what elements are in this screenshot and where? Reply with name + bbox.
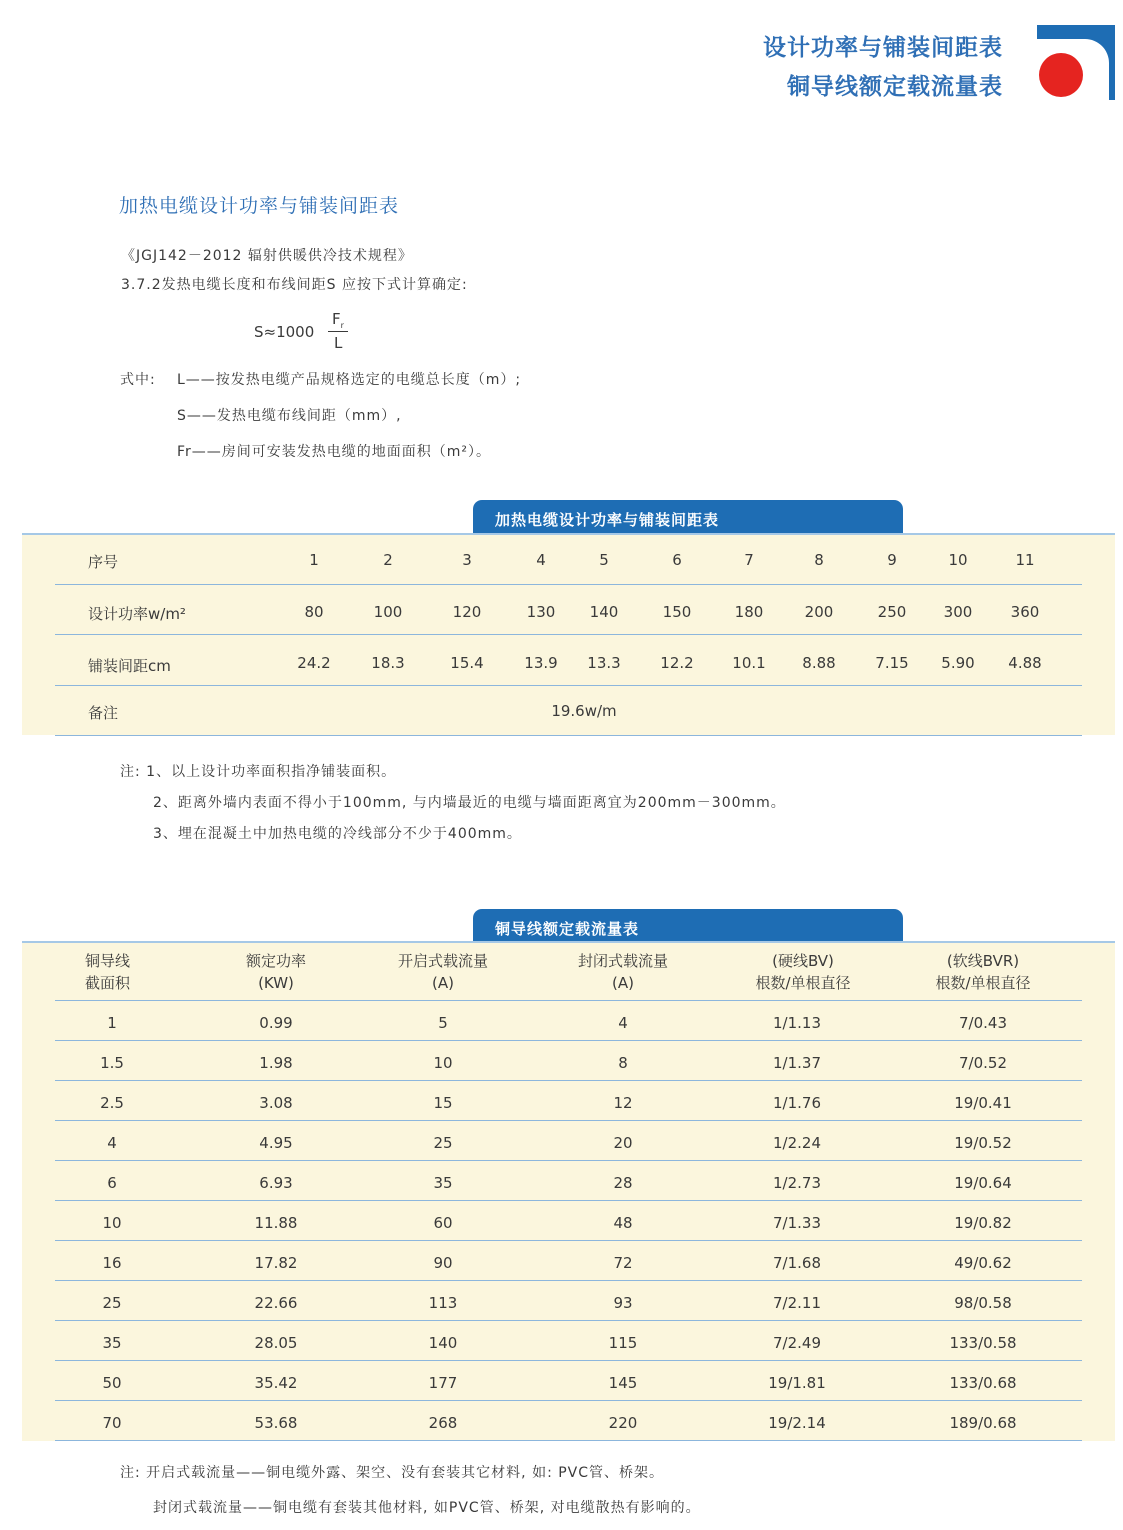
table2-cell: 6.93 bbox=[259, 1174, 293, 1192]
table2-cell: 11.88 bbox=[254, 1214, 298, 1232]
table2-cell: 1.98 bbox=[259, 1054, 293, 1072]
header-closed-current bbox=[578, 950, 668, 994]
header-line2: (A) bbox=[612, 974, 634, 992]
header-rated-power bbox=[246, 950, 306, 994]
table2-cell: 8 bbox=[618, 1054, 628, 1072]
table-row bbox=[55, 1281, 1082, 1321]
table2-cell: 189/0.68 bbox=[949, 1414, 1017, 1432]
table1-cell: 2 bbox=[383, 551, 393, 569]
table1-cell: 6 bbox=[672, 551, 682, 569]
table2-header bbox=[55, 943, 1082, 1001]
header-line2: (A) bbox=[432, 974, 454, 992]
table1-tab: 加热电缆设计功率与铺装间距表 bbox=[473, 500, 903, 534]
table2-cell: 7/0.43 bbox=[959, 1014, 1007, 1032]
table2-cell: 35 bbox=[433, 1174, 453, 1192]
table1-cell: 18.3 bbox=[371, 654, 405, 672]
table1-cell: 120 bbox=[452, 603, 482, 621]
table2-cell: 220 bbox=[608, 1414, 638, 1432]
table2-note-1: 注: 开启式载流量——铜电缆外露、架空、没有套装其它材料, 如: PVC管、桥架。 bbox=[120, 1465, 665, 1481]
table2-cell: 5 bbox=[438, 1014, 448, 1032]
clause-text: 3.7.2发热电缆长度和布线间距S 应按下式计算确定: bbox=[121, 277, 468, 293]
table2-cell: 1/2.24 bbox=[773, 1134, 821, 1152]
table2-cell: 1/1.13 bbox=[773, 1014, 821, 1032]
table1-cell: 100 bbox=[373, 603, 403, 621]
table1-cell: 200 bbox=[804, 603, 834, 621]
table1-cell: 15.4 bbox=[450, 654, 484, 672]
table-row bbox=[55, 1041, 1082, 1081]
definitions-label: 式中: bbox=[120, 372, 156, 388]
table1-cell: 4.88 bbox=[1008, 654, 1042, 672]
formula-numerator-subscript: r bbox=[340, 321, 344, 330]
table2-cell: 7/1.33 bbox=[773, 1214, 821, 1232]
table2-cell: 10 bbox=[102, 1214, 122, 1232]
table2-cell: 2.5 bbox=[100, 1094, 124, 1112]
table2-tab: 铜导线额定载流量表 bbox=[473, 909, 903, 943]
table2-cell: 113 bbox=[428, 1294, 458, 1312]
table2-cell: 19/0.64 bbox=[954, 1174, 1012, 1192]
table2-cell: 268 bbox=[428, 1414, 458, 1432]
table1-note-2: 2、距离外墙内表面不得小于100mm, 与内墙最近的电缆与墙面距离宜为200mm－300mm。 bbox=[153, 795, 786, 811]
table1-cell: 1 bbox=[309, 551, 319, 569]
table2-cell: 35 bbox=[102, 1334, 122, 1352]
table-row bbox=[55, 1001, 1082, 1041]
table2-cell: 25 bbox=[433, 1134, 453, 1152]
header-line2: 截面积 bbox=[85, 974, 131, 992]
table2-cell: 10 bbox=[433, 1054, 453, 1072]
table2-cell: 22.66 bbox=[254, 1294, 298, 1312]
page-title-line1: 设计功率与铺装间距表 bbox=[763, 35, 1003, 61]
table2-cell: 90 bbox=[433, 1254, 453, 1272]
row-label: 设计功率w/m² bbox=[88, 605, 186, 623]
table2-cell: 1/1.37 bbox=[773, 1054, 821, 1072]
table2-cell: 49/0.62 bbox=[954, 1254, 1012, 1272]
row-label: 备注 bbox=[88, 704, 119, 722]
definition-line bbox=[120, 369, 521, 389]
header-cross-section bbox=[85, 950, 130, 994]
header-line2: (KW) bbox=[258, 974, 294, 992]
table-row bbox=[55, 1321, 1082, 1361]
table2-cell: 115 bbox=[608, 1334, 638, 1352]
table1-cell: 250 bbox=[877, 603, 907, 621]
table2-cell: 19/2.14 bbox=[768, 1414, 826, 1432]
table2-cell: 1.5 bbox=[100, 1054, 124, 1072]
formula-numerator-symbol: F bbox=[332, 310, 341, 328]
table1-row-remark bbox=[55, 686, 1082, 736]
header-line1: (软线BVR) bbox=[946, 952, 1020, 970]
table1-cell: 8.88 bbox=[802, 654, 836, 672]
page-title-line2: 铜导线额定载流量表 bbox=[787, 74, 1003, 100]
table2-cell: 133/0.58 bbox=[949, 1334, 1017, 1352]
table-row bbox=[55, 1161, 1082, 1201]
table1-cell: 130 bbox=[526, 603, 556, 621]
table2-cell: 4.95 bbox=[259, 1134, 293, 1152]
table1-cell: 5 bbox=[599, 551, 609, 569]
table2-cell: 19/1.81 bbox=[768, 1374, 826, 1392]
table2-cell: 1/1.76 bbox=[773, 1094, 821, 1112]
table2-cell: 20 bbox=[613, 1134, 633, 1152]
table2-cell: 15 bbox=[433, 1094, 453, 1112]
formula-numerator bbox=[332, 310, 344, 330]
table1-cell: 8 bbox=[814, 551, 824, 569]
table1-cell: 7.15 bbox=[875, 654, 909, 672]
table1-cell: 7 bbox=[744, 551, 754, 569]
table2-cell: 98/0.58 bbox=[954, 1294, 1012, 1312]
table2-cell: 25 bbox=[102, 1294, 122, 1312]
table2-cell: 19/0.52 bbox=[954, 1134, 1012, 1152]
table1-row-power bbox=[55, 585, 1082, 635]
table-row bbox=[55, 1121, 1082, 1161]
table2-cell: 70 bbox=[102, 1414, 122, 1432]
company-logo bbox=[1037, 25, 1115, 100]
definition-l: L——按发热电缆产品规格选定的电缆总长度（m）; bbox=[177, 372, 522, 388]
row-label: 铺装间距cm bbox=[88, 657, 171, 675]
table1-cell: 10 bbox=[948, 551, 968, 569]
table2-cell: 6 bbox=[107, 1174, 117, 1192]
table2-cell: 12 bbox=[613, 1094, 633, 1112]
table2-cell: 140 bbox=[428, 1334, 458, 1352]
table2-cell: 35.42 bbox=[254, 1374, 298, 1392]
header-line1: 封闭式载流量 bbox=[577, 952, 669, 970]
header-line1: 额定功率 bbox=[245, 952, 307, 970]
formula-fraction-bar bbox=[328, 331, 348, 332]
section-title: 加热电缆设计功率与铺装间距表 bbox=[119, 195, 400, 217]
header-line2: 根数/单根直径 bbox=[755, 974, 851, 992]
table2-cell: 7/2.11 bbox=[773, 1294, 821, 1312]
table1-cell: 13.9 bbox=[524, 654, 558, 672]
table2-cell: 93 bbox=[613, 1294, 633, 1312]
table2-cell: 28.05 bbox=[254, 1334, 298, 1352]
table2-cell: 1/2.73 bbox=[773, 1174, 821, 1192]
table1-note-3: 3、埋在混凝土中加热电缆的冷线部分不少于400mm。 bbox=[153, 826, 522, 842]
table2-cell: 0.99 bbox=[259, 1014, 293, 1032]
table1-cell: 4 bbox=[536, 551, 546, 569]
row-label: 序号 bbox=[88, 553, 119, 571]
header-line2: 根数/单根直径 bbox=[935, 974, 1031, 992]
formula-denominator: L bbox=[334, 334, 343, 352]
remark-value: 19.6w/m bbox=[551, 702, 617, 720]
table2-cell: 19/0.41 bbox=[954, 1094, 1012, 1112]
formula-lhs: S≈1000 bbox=[254, 323, 315, 341]
table2-cell: 60 bbox=[433, 1214, 453, 1232]
table2-note-2: 封闭式载流量——铜电缆有套装其他材料, 如PVC管、桥架, 对电缆散热有影响的。 bbox=[153, 1500, 701, 1516]
table-row bbox=[55, 1401, 1082, 1441]
table1-cell: 5.90 bbox=[941, 654, 975, 672]
table2-cell: 72 bbox=[613, 1254, 633, 1272]
table2-cell: 7/2.49 bbox=[773, 1334, 821, 1352]
table1-cell: 13.3 bbox=[587, 654, 621, 672]
table2-cell: 145 bbox=[608, 1374, 638, 1392]
definition-fr: Fr——房间可安装发热电缆的地面面积（m²）。 bbox=[177, 444, 492, 460]
table1-cell: 9 bbox=[887, 551, 897, 569]
table2-cell: 17.82 bbox=[254, 1254, 298, 1272]
header-line1: 铜导线 bbox=[85, 952, 131, 970]
table1-cell: 11 bbox=[1015, 551, 1035, 569]
table1-row-spacing bbox=[55, 635, 1082, 686]
definition-s: S——发热电缆布线间距（mm）, bbox=[177, 408, 402, 424]
table1-cell: 3 bbox=[462, 551, 472, 569]
table1-cell: 12.2 bbox=[660, 654, 694, 672]
table1-cell: 180 bbox=[734, 603, 764, 621]
table-row bbox=[55, 1201, 1082, 1241]
header-bvr bbox=[935, 950, 1030, 994]
table2-cell: 50 bbox=[102, 1374, 122, 1392]
table1-cell: 80 bbox=[304, 603, 324, 621]
table1-row-index bbox=[55, 533, 1082, 585]
header-open-current bbox=[398, 950, 488, 994]
table2-cell: 177 bbox=[428, 1374, 458, 1392]
table2-cell: 53.68 bbox=[254, 1414, 298, 1432]
table-row bbox=[55, 1241, 1082, 1281]
table2-cell: 1 bbox=[107, 1014, 117, 1032]
table-row bbox=[55, 1081, 1082, 1121]
table2-cell: 3.08 bbox=[259, 1094, 293, 1112]
table2-cell: 16 bbox=[102, 1254, 122, 1272]
table2-cell: 19/0.82 bbox=[954, 1214, 1012, 1232]
table1-cell: 140 bbox=[589, 603, 619, 621]
table1-note-1: 注: 1、以上设计功率面积指净铺装面积。 bbox=[120, 764, 397, 780]
table2-cell: 28 bbox=[613, 1174, 633, 1192]
table1-cell: 150 bbox=[662, 603, 692, 621]
table-row bbox=[55, 1361, 1082, 1401]
table2-cell: 7/1.68 bbox=[773, 1254, 821, 1272]
header-line1: (硬线BV) bbox=[772, 952, 834, 970]
table1-cell: 300 bbox=[943, 603, 973, 621]
header-bv bbox=[755, 950, 850, 994]
table2-cell: 133/0.68 bbox=[949, 1374, 1017, 1392]
table1-cell: 10.1 bbox=[732, 654, 766, 672]
header-line1: 开启式载流量 bbox=[397, 952, 489, 970]
table2-cell: 48 bbox=[613, 1214, 633, 1232]
table2-cell: 4 bbox=[618, 1014, 628, 1032]
table2-cell: 4 bbox=[107, 1134, 117, 1152]
table1-cell: 360 bbox=[1010, 603, 1040, 621]
standard-reference: 《JGJ142－2012 辐射供暖供冷技术规程》 bbox=[121, 248, 413, 264]
table2-cell: 7/0.52 bbox=[959, 1054, 1007, 1072]
table1-cell: 24.2 bbox=[297, 654, 331, 672]
